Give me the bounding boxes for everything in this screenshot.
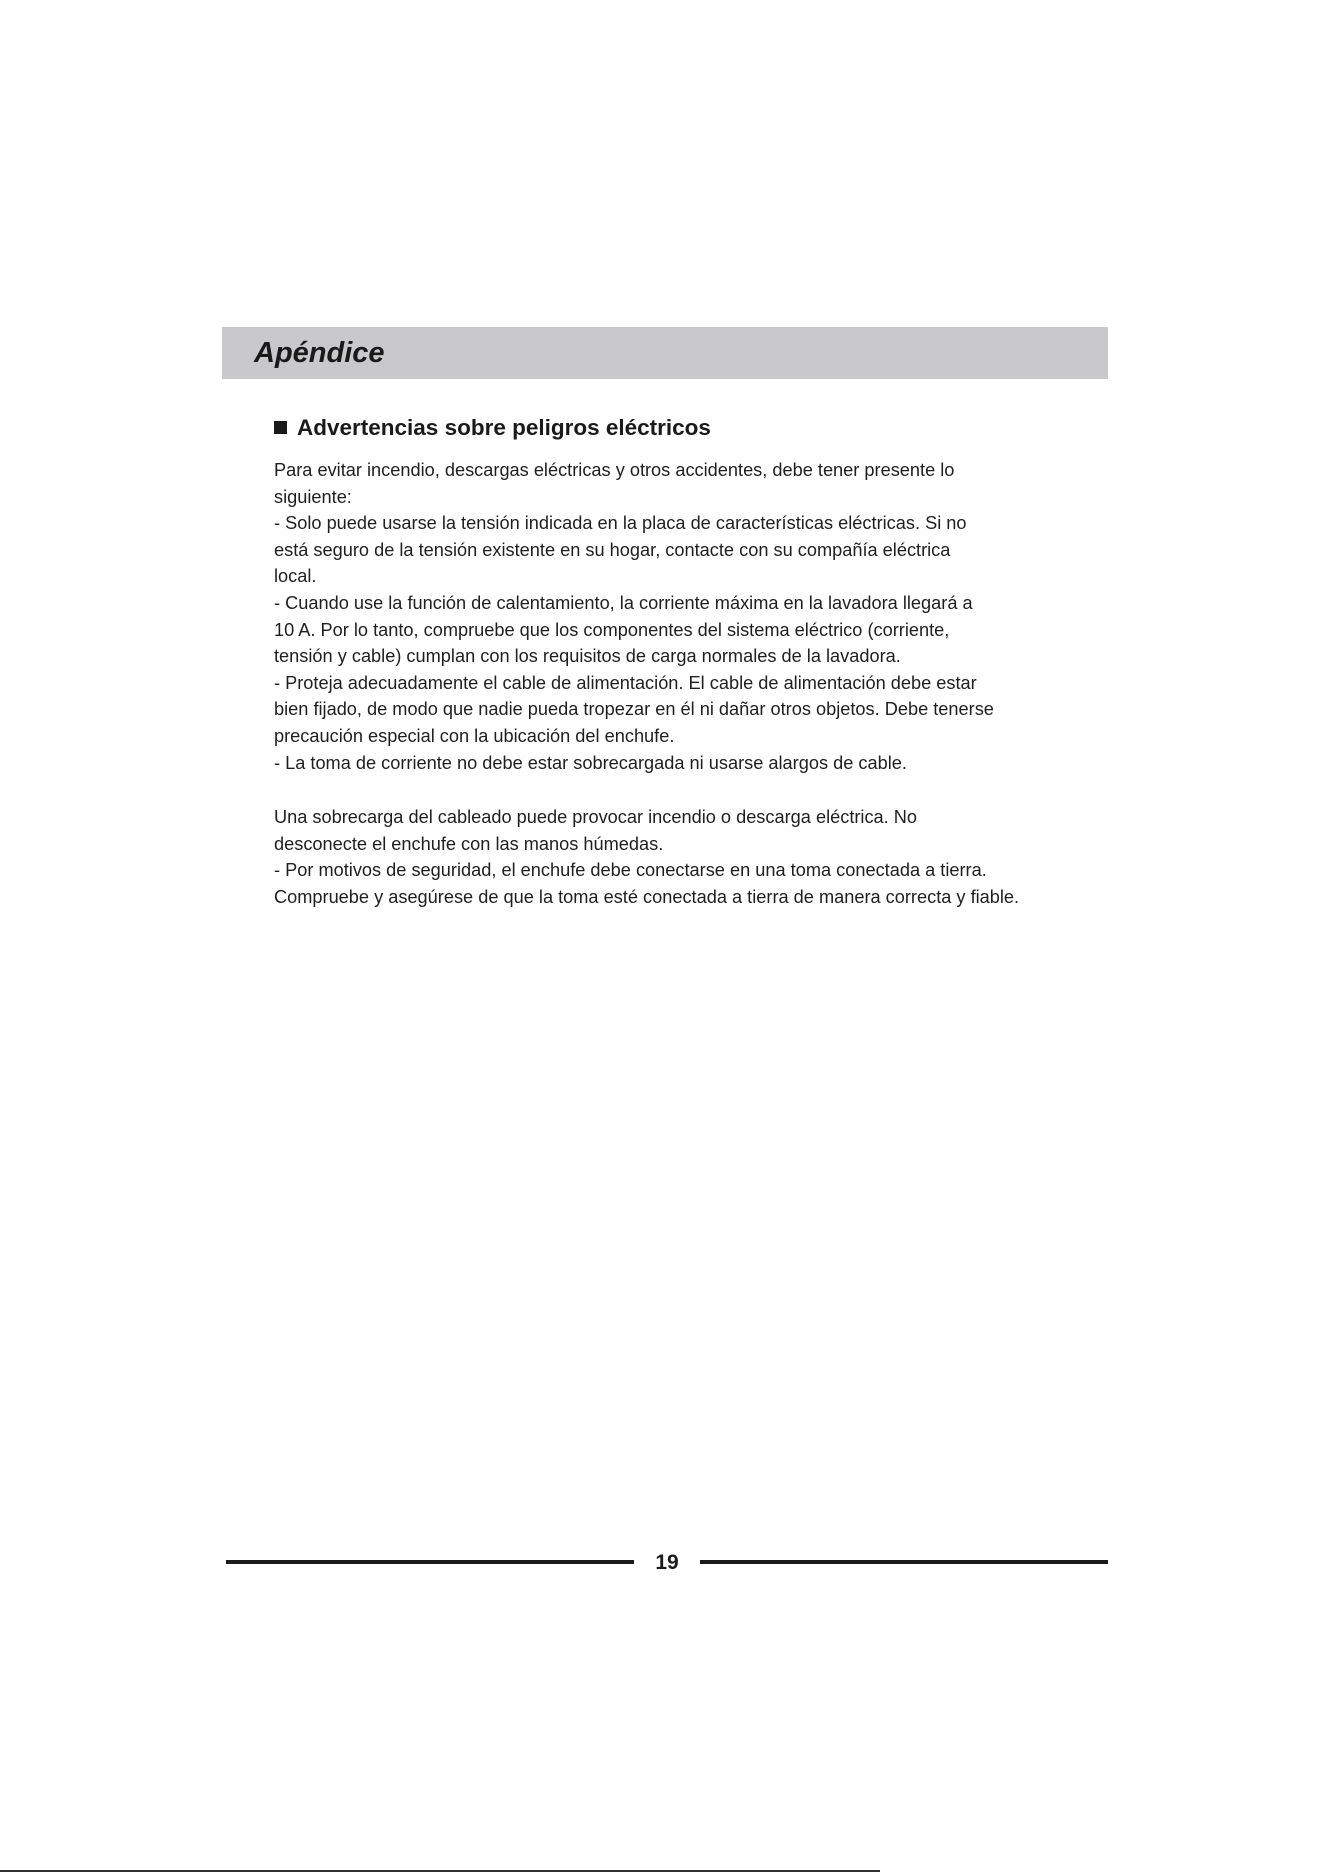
text-line: bien fijado, de modo que nadie pueda tropezar en él ni dañar otros objetos. Debe tenerse (274, 699, 994, 720)
warnings-text-block (274, 457, 1104, 776)
text-line: tensión y cable) cumplan con los requisitos de carga normales de la lavadora. (274, 646, 901, 667)
square-bullet-icon (274, 421, 287, 434)
text-line: Una sobrecarga del cableado puede provocar incendio o descarga eléctrica. No (274, 807, 918, 827)
text-line: está seguro de la tensión existente en su hogar, contacte con su compañía eléctrica (274, 539, 951, 560)
text-line: local. (274, 566, 317, 587)
section-header-bar (222, 327, 1108, 379)
text-line: Compruebe y asegúrese de que la toma esté conectada a tierra de manera correcta y fiable. (274, 886, 1020, 907)
text-line: desconecte el enchufe con las manos húmedas. (274, 833, 664, 854)
text-line: Para evitar incendio, descargas eléctricas y otros accidentes, debe tener presente lo (274, 460, 955, 480)
text-line: - Proteja adecuadamente el cable de alimentación. El cable de alimentación debe estar (274, 672, 977, 693)
footer-rule-left (226, 1560, 634, 1564)
section-title: Apéndice (254, 337, 385, 369)
text-line: precaución especial con la ubicación del enchufe. (274, 725, 675, 746)
text-line: - Cuando use la función de calentamiento, la corriente máxima en la lavadora llegará a (274, 592, 973, 613)
text-line: - Por motivos de seguridad, el enchufe debe conectarse en una toma conectada a tierra. (274, 860, 987, 881)
heading-text: Advertencias sobre peligros eléctricos (297, 415, 711, 440)
page-heading (274, 413, 711, 443)
text-line: 10 A. Por lo tanto, compruebe que los componentes del sistema eléctrico (corriente, (274, 619, 950, 640)
text-line: - La toma de corriente no debe estar sobrecargada ni usarse alargos de cable. (274, 752, 907, 773)
footer-rule-right (700, 1560, 1108, 1564)
text-line: - Solo puede usarse la tensión indicada en la placa de características eléctricas. Si no (274, 513, 967, 534)
text-line: siguiente: (274, 486, 352, 507)
overload-text-block (274, 804, 1104, 910)
page-number: 19 (655, 1551, 679, 1574)
